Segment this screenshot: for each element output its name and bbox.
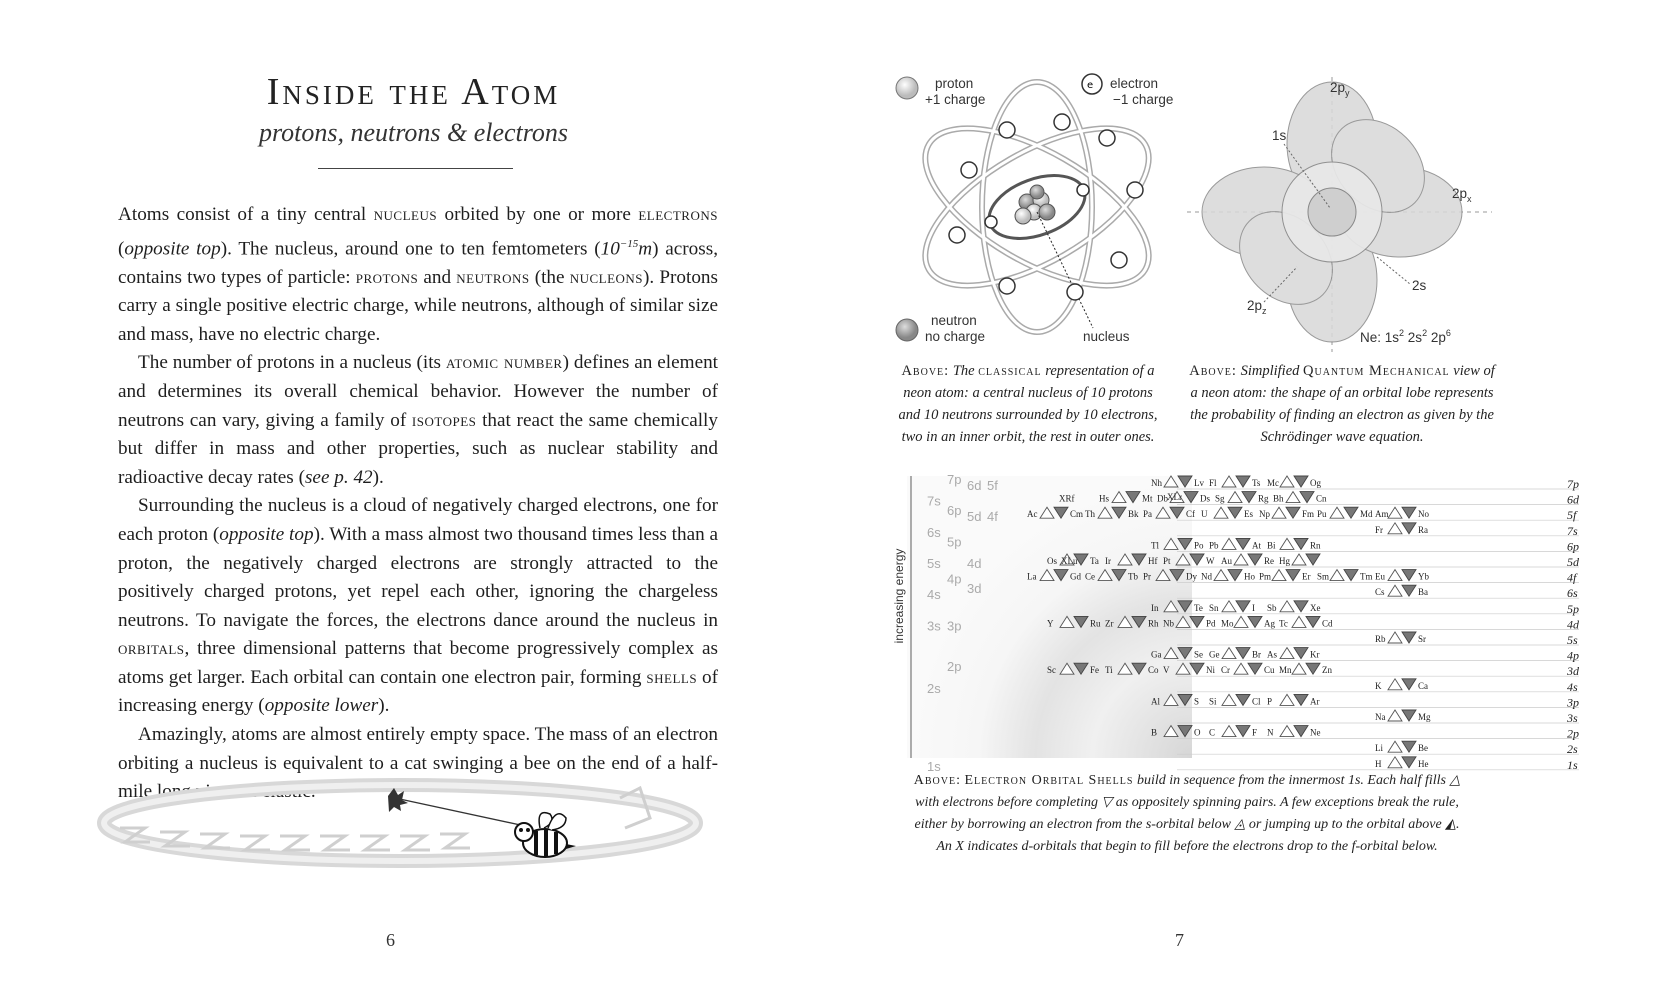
element-symbol: Og (1310, 478, 1321, 488)
spin-up-triangle (1286, 492, 1300, 503)
element-symbol: Ar (1310, 696, 1320, 707)
orbital-label: 2p (1567, 726, 1579, 741)
spin-up-triangle (1222, 648, 1236, 659)
element-symbol: Bk (1128, 509, 1139, 520)
shell-level-label: 4f (987, 509, 998, 525)
spin-up-triangle (1388, 570, 1402, 581)
element-symbol: H (1375, 758, 1382, 769)
orbital-shells-chart (887, 466, 1597, 774)
proton-charge-label: +1 charge (925, 92, 986, 107)
x-marker: XLr (1167, 492, 1182, 502)
element-symbol: Es (1244, 509, 1253, 520)
element-symbol: Ga (1151, 649, 1162, 660)
element-symbol: Ts (1252, 478, 1261, 488)
shell-level-label: 6p (947, 503, 962, 519)
spin-down-triangle (1344, 507, 1358, 518)
spin-up-triangle (1280, 726, 1294, 737)
element-symbol: Ra (1418, 524, 1428, 535)
term-orbitals: orbitals (118, 638, 185, 660)
spin-up-triangle (1214, 570, 1228, 581)
spin-down-triangle (1242, 492, 1256, 503)
element-symbol: Na (1375, 712, 1386, 722)
shell-level-label: 3p (947, 618, 962, 634)
spin-down-triangle (1402, 757, 1416, 768)
orbital-label: 5p (1567, 601, 1579, 616)
element-symbol: Li (1375, 743, 1383, 754)
element-symbol: Hs (1099, 493, 1110, 504)
shell-level-label: 3s (927, 618, 941, 634)
electron-legend-icon (1082, 74, 1102, 94)
element-symbol: Sn (1209, 602, 1219, 613)
spin-down-triangle (1236, 648, 1250, 659)
spin-up-triangle (1388, 632, 1402, 643)
spin-up-triangle (1272, 570, 1286, 581)
spin-up-triangle (1222, 538, 1236, 549)
element-symbol: Xe (1310, 602, 1321, 613)
exception-below-icon: ◬ (1234, 817, 1246, 832)
orbital-label: 6p (1567, 539, 1579, 554)
element-symbol: Sg (1215, 493, 1225, 504)
element-symbol: Tb (1128, 571, 1138, 582)
spin-up-triangle (1280, 538, 1294, 549)
element-symbol: Np (1259, 509, 1270, 520)
element-symbol: Be (1418, 743, 1428, 754)
shell-level-label: 7p (947, 472, 962, 487)
spin-down-triangle (1236, 476, 1250, 487)
label-2py: 2p (1330, 80, 1346, 95)
element-symbol: Ds (1200, 493, 1211, 504)
classical-atom-diagram (887, 70, 1197, 360)
element-symbol: Bi (1267, 540, 1276, 551)
orbital-label: 1s (1567, 757, 1578, 772)
title-divider (318, 168, 513, 169)
element-symbol: Te (1194, 602, 1203, 613)
spin-down-triangle (1190, 663, 1204, 674)
orbital-label: 5f (1567, 508, 1577, 523)
element-symbol: Mo (1221, 618, 1234, 629)
quantum-atom-diagram (1182, 72, 1502, 357)
spin-up-triangle (1280, 601, 1294, 612)
element-symbol: Md (1360, 509, 1373, 520)
spin-down-triangle (1402, 710, 1416, 721)
orbital-label: 3d (1567, 664, 1579, 679)
term-isotopes: isotopes (411, 409, 477, 431)
element-symbol: Er (1302, 571, 1311, 582)
spin-up-triangle (1330, 507, 1344, 518)
orbital-label: 4d (1567, 617, 1579, 632)
element-symbol: Fe (1090, 665, 1099, 676)
spin-up-triangle (1222, 726, 1236, 737)
element-symbol: Pm (1259, 571, 1272, 582)
element-symbol: Cn (1316, 493, 1327, 504)
element-symbol: Tl (1151, 540, 1159, 551)
spin-up-triangle (1234, 616, 1248, 627)
spin-down-triangle (1294, 601, 1308, 612)
down-triangle-icon: ▽ (1101, 795, 1113, 810)
element-symbol: Cf (1186, 509, 1195, 520)
element-symbol: Mg (1418, 712, 1431, 722)
element-symbol: Eu (1375, 571, 1385, 582)
term-nucleus: nucleus (373, 204, 438, 225)
neutron-charge-label: no charge (925, 329, 986, 344)
spin-up-triangle (1222, 601, 1236, 612)
spin-up-triangle (1388, 507, 1402, 518)
element-symbol: Rg (1258, 493, 1269, 504)
element-symbol: Tm (1360, 571, 1373, 582)
element-symbol: Rn (1310, 540, 1321, 551)
spin-down-triangle (1228, 570, 1242, 581)
term-nucleons: nucleons (569, 266, 644, 288)
page-title: Inside the Atom (266, 71, 561, 113)
paragraph-1: Atoms consist of a tiny central nucleus orbited by one or more electrons (opposite top). The nucleus, around one to ten femtometers $(10^{-15}m)$ across, contains two types of particle: protons and neutrons (the nucleons). Protons carry a single positive electric charge, while neutrons, although of similar size and mass, have no electric charge. (118, 204, 718, 345)
element-symbol: Se (1194, 649, 1203, 660)
element-symbol: Ge (1209, 649, 1220, 660)
proton-legend-icon (896, 77, 918, 99)
paragraph-3: Surrounding the nucleus is a cloud of negatively charged electrons, one for each proton (opposite top). With a mass almost two thousand times less than a proton, the negatively charged electrons are strongly attracted to the positively charged protons, yet repel each other, ignoring the chargeless neutrons. To navigate the forces, the electrons dance around the nucleus in orbitals, three dimensional patterns that become progressively complex as atoms get larger. Each orbital can contain one electron pair, forming shells of increasing energy (opposite lower). (118, 495, 719, 717)
page-number: 7 (1175, 930, 1184, 950)
nucleus (1015, 185, 1055, 224)
spin-down-triangle (1300, 492, 1314, 503)
label-1s: 1s (1272, 128, 1287, 143)
spin-down-triangle (1190, 616, 1204, 627)
element-symbol: Cs (1375, 587, 1385, 598)
spin-up-triangle (1234, 663, 1248, 674)
spin-down-triangle (1402, 570, 1416, 581)
spin-down-triangle (1248, 554, 1262, 565)
shell-level-label: 6d (967, 478, 982, 493)
spin-down-triangle (1294, 694, 1308, 705)
spin-down-triangle (1294, 648, 1308, 659)
energy-axis-label: increasing energy (892, 548, 906, 644)
neutron-legend-icon (896, 319, 918, 341)
spin-down-triangle (1228, 507, 1242, 518)
element-symbol: Th (1085, 509, 1095, 520)
orbital-label: 2s (1567, 742, 1578, 757)
element-symbol: Sm (1317, 571, 1330, 582)
orbital-label: 4p (1567, 648, 1579, 663)
element-symbol: Cl (1252, 696, 1261, 707)
spin-up-triangle (1292, 554, 1306, 565)
shell-level-label: 6s (927, 524, 941, 540)
orbital-label: 5d (1567, 555, 1579, 569)
body-text (118, 201, 718, 807)
spin-up-triangle (1234, 554, 1248, 565)
element-symbol: Am (1375, 509, 1389, 520)
element-symbol: Ni (1206, 665, 1215, 676)
element-symbol: Cr (1221, 665, 1230, 676)
element-symbol: Ho (1244, 571, 1255, 582)
electron-label: electron (1110, 76, 1159, 91)
label-2s: 2s (1412, 278, 1427, 293)
element-symbol: Ba (1418, 587, 1428, 598)
caption-classical: Above: The classical representation of a neon atom: a central nucleus of 10 protons and 10 neutrons surrounded by 10 electrons, two in an inner orbit, the rest in outer ones. (898, 363, 1158, 445)
term-protons: protons (355, 266, 419, 288)
spin-up-triangle (1272, 507, 1286, 518)
paragraph-2: The number of protons in a nucleus (its atomic number) defines an element and determines its overall chemical behavior. However the number of neutrons can vary, giving a family of isotopes that react the same chemically but differ in mass and other properties, such as nuclear stability and radioactive decay rates (see p. 42). (118, 352, 719, 488)
right-page (827, 0, 1654, 1004)
element-symbol: Os (1047, 556, 1058, 566)
svg-text:2py: $2p_y$ (1330, 80, 1350, 98)
element-symbol: Sb (1267, 602, 1277, 613)
spin-down-triangle (1402, 585, 1416, 596)
spin-down-triangle (1306, 663, 1320, 674)
spin-down-triangle (1306, 616, 1320, 627)
shell-level-label: 5p (947, 534, 962, 550)
element-symbol: Fl (1209, 478, 1217, 488)
element-symbol: C (1209, 727, 1216, 738)
element-symbol: Nb (1163, 618, 1174, 629)
proton-label: proton (935, 76, 974, 91)
element-symbol: K (1375, 680, 1382, 691)
element-symbol: Pr (1143, 571, 1152, 582)
element-symbol: Ca (1418, 680, 1428, 691)
spin-up-triangle (1222, 694, 1236, 705)
caption-quantum: Above: Simplified Quantum Mechanical view of a neon atom: the shape of an orbital lobe represents the probability of finding an electron as given by the Schrödinger wave equation. (1189, 363, 1495, 445)
element-symbol: Mc (1267, 478, 1279, 488)
element-symbol: Fm (1302, 509, 1315, 520)
caption-shells: Above: Electron Orbital Shells build in sequence from the innermost 1s. Each half fills △ with electrons before completing ▽ as oppositely spinning pairs. A few exceptions break the rule, either by borrowing an electron from the s-orbital below ◬ or jumping up to the orbital above ◭. An X indicates d-orbitals that begin to fill before the electrons drop to the f-orbital below. (913, 773, 1461, 854)
orbital-label: 6s (1567, 586, 1578, 601)
element-symbol: Ne (1310, 727, 1321, 738)
element-symbol: Sr (1418, 634, 1427, 644)
element-symbol: At (1252, 540, 1261, 551)
orbital-label: 6d (1567, 492, 1579, 507)
element-symbol: Ru (1090, 618, 1101, 629)
element-symbol: In (1151, 602, 1159, 613)
spin-down-triangle (1286, 507, 1300, 518)
element-symbol: Mt (1142, 493, 1153, 504)
spin-down-triangle (1344, 570, 1358, 581)
element-symbol: Al (1151, 696, 1160, 707)
spin-up-triangle (1388, 523, 1402, 534)
spin-down-triangle (1402, 741, 1416, 752)
term-shells: shells (646, 666, 698, 688)
element-symbol: Zr (1105, 618, 1114, 629)
svg-text:2px: $2p_x$ (1452, 186, 1472, 204)
element-symbol: Hg (1279, 556, 1290, 566)
spin-down-triangle (1248, 663, 1262, 674)
element-symbol: He (1418, 758, 1429, 769)
neutron-label: neutron (931, 313, 977, 328)
spin-up-triangle (1280, 648, 1294, 659)
spin-up-triangle (1388, 585, 1402, 596)
element-symbol: B (1151, 727, 1158, 738)
spin-down-triangle (1402, 523, 1416, 534)
element-symbol: Ce (1085, 571, 1095, 582)
element-symbol: Bh (1273, 493, 1284, 504)
shell-level-label: 2p (947, 659, 962, 675)
element-symbol: I (1252, 602, 1255, 613)
element-symbol: O (1194, 727, 1201, 738)
orbital-label: 3s (1567, 711, 1578, 725)
element-symbol: N (1267, 727, 1274, 738)
element-symbol: Ac (1027, 509, 1038, 520)
spin-down-triangle (1294, 538, 1308, 549)
shell-level-label: 7s (927, 493, 941, 509)
element-symbol: W (1206, 556, 1215, 566)
spin-up-triangle (1280, 694, 1294, 705)
spin-up-triangle (1222, 476, 1236, 487)
element-symbol: S (1194, 696, 1200, 707)
spin-up-triangle (1388, 679, 1402, 690)
orbital-label: 7s (1567, 523, 1578, 538)
label-2px: 2p (1452, 186, 1468, 201)
element-symbol: Sc (1047, 665, 1056, 676)
element-symbol: Dy (1186, 571, 1197, 582)
shell-level-label: 5s (927, 556, 941, 571)
element-symbol: Rh (1148, 618, 1159, 629)
shell-level-label: 4p (947, 571, 962, 587)
x-marker: XLu (1061, 556, 1078, 566)
element-symbol: P (1267, 696, 1273, 707)
element-symbol: Pa (1143, 509, 1152, 520)
element-symbol: Kr (1310, 649, 1320, 660)
element-symbol: Db (1157, 493, 1168, 504)
element-symbol: No (1418, 509, 1429, 520)
spin-up-triangle (1388, 757, 1402, 768)
shell-level-label: 3d (967, 581, 982, 597)
svg-text:2pz: $2p_z$ (1247, 298, 1267, 316)
spin-up-triangle (1388, 741, 1402, 752)
element-symbol: Po (1194, 540, 1204, 551)
element-symbol: Tc (1279, 618, 1288, 629)
element-symbol: Cu (1264, 665, 1275, 676)
element-symbol: Cd (1322, 618, 1333, 629)
shell-level-label: 4d (967, 556, 982, 571)
spin-down-triangle (1286, 570, 1300, 581)
element-symbol: Ta (1090, 556, 1099, 566)
orbital-label: 4s (1567, 679, 1578, 694)
element-symbol: Nd (1201, 571, 1212, 582)
spin-up-triangle (1292, 616, 1306, 627)
element-symbol: Rb (1375, 634, 1386, 644)
shell-level-label: 2s (927, 680, 941, 696)
element-symbol: Pt (1163, 556, 1171, 566)
spin-up-triangle (1330, 570, 1344, 581)
orbital-label: 5s (1567, 633, 1578, 647)
element-symbol: Ir (1105, 556, 1111, 566)
orbital-label: 7p (1567, 477, 1579, 491)
element-symbol: Si (1209, 696, 1217, 707)
element-symbol: Y (1047, 618, 1054, 629)
term-neutrons: neutrons (456, 266, 530, 288)
svg-text:e: e (1087, 80, 1094, 91)
term-atomic-number: atomic number (445, 352, 563, 374)
element-symbol: U (1201, 509, 1208, 520)
orbital-label: 3p (1567, 695, 1579, 710)
element-symbol: Re (1264, 556, 1274, 566)
element-symbol: Gd (1070, 571, 1081, 582)
spin-up-triangle (1292, 663, 1306, 674)
shell-level-label: 1s (927, 758, 941, 774)
spin-down-triangle (1294, 476, 1308, 487)
element-symbol: As (1267, 649, 1278, 660)
shell-level-label: 5f (987, 478, 998, 493)
term-electrons: electrons (638, 204, 718, 225)
element-symbol: Ti (1105, 665, 1113, 676)
spin-down-triangle (1236, 694, 1250, 705)
spin-up-triangle (1214, 507, 1228, 518)
element-symbol: Cm (1070, 509, 1084, 520)
element-symbol: Nh (1151, 478, 1162, 488)
label-2pz: 2p (1247, 298, 1263, 313)
element-symbol: Yb (1418, 571, 1429, 582)
element-symbol: Au (1221, 556, 1232, 566)
element-symbol: Br (1252, 649, 1261, 660)
spin-down-triangle (1236, 726, 1250, 737)
electron-charge-label: −1 charge (1113, 92, 1174, 107)
element-symbol: Lv (1194, 478, 1204, 488)
shell-level-label: 5d (967, 509, 982, 525)
element-symbol: V (1163, 665, 1170, 676)
element-symbol: Pd (1206, 618, 1216, 629)
element-symbol: Pu (1317, 509, 1327, 520)
spin-down-triangle (1190, 554, 1204, 565)
element-symbol: Zn (1322, 665, 1332, 676)
spin-up-triangle (1280, 476, 1294, 487)
spin-down-triangle (1402, 507, 1416, 518)
nucleus-label: nucleus (1083, 329, 1130, 344)
up-triangle-icon: △ (1449, 773, 1461, 788)
element-symbol: La (1027, 571, 1037, 582)
spin-down-triangle (1306, 554, 1320, 565)
page-number: 6 (386, 930, 395, 950)
element-symbol: F (1252, 727, 1258, 738)
spin-down-triangle (1236, 538, 1250, 549)
spin-down-triangle (1294, 726, 1308, 737)
spin-up-triangle (1388, 710, 1402, 721)
spin-down-triangle (1402, 632, 1416, 643)
element-symbol: Co (1148, 665, 1159, 676)
element-symbol: Pb (1209, 540, 1219, 551)
spin-down-triangle (1248, 616, 1262, 627)
page-subtitle: protons, neutrons & electrons (258, 118, 569, 147)
spin-down-triangle (1236, 601, 1250, 612)
spin-down-triangle (1402, 679, 1416, 690)
shell-level-label: 4s (927, 587, 941, 603)
element-symbol: Mn (1279, 665, 1292, 676)
element-symbol: Fr (1375, 524, 1384, 535)
spin-up-triangle (1228, 492, 1242, 503)
cat-bee-illustration (100, 778, 700, 888)
element-symbol: Hf (1148, 556, 1158, 566)
element-symbol: Ag (1264, 618, 1275, 629)
orbital-label: 4f (1567, 570, 1577, 585)
paragraph-4: Amazingly, atoms are almost entirely empty space. The mass of an electron orbiting a nucleus is equivalent to a cat swinging a bee on the end of a half-mile long piece of elastic. (118, 724, 718, 803)
neon-config: Ne: $1s^2$ $2s^2$ $2p^6$ (1360, 328, 1451, 345)
x-marker: XRf (1059, 493, 1075, 504)
exception-above-icon: ◭ (1445, 817, 1456, 832)
